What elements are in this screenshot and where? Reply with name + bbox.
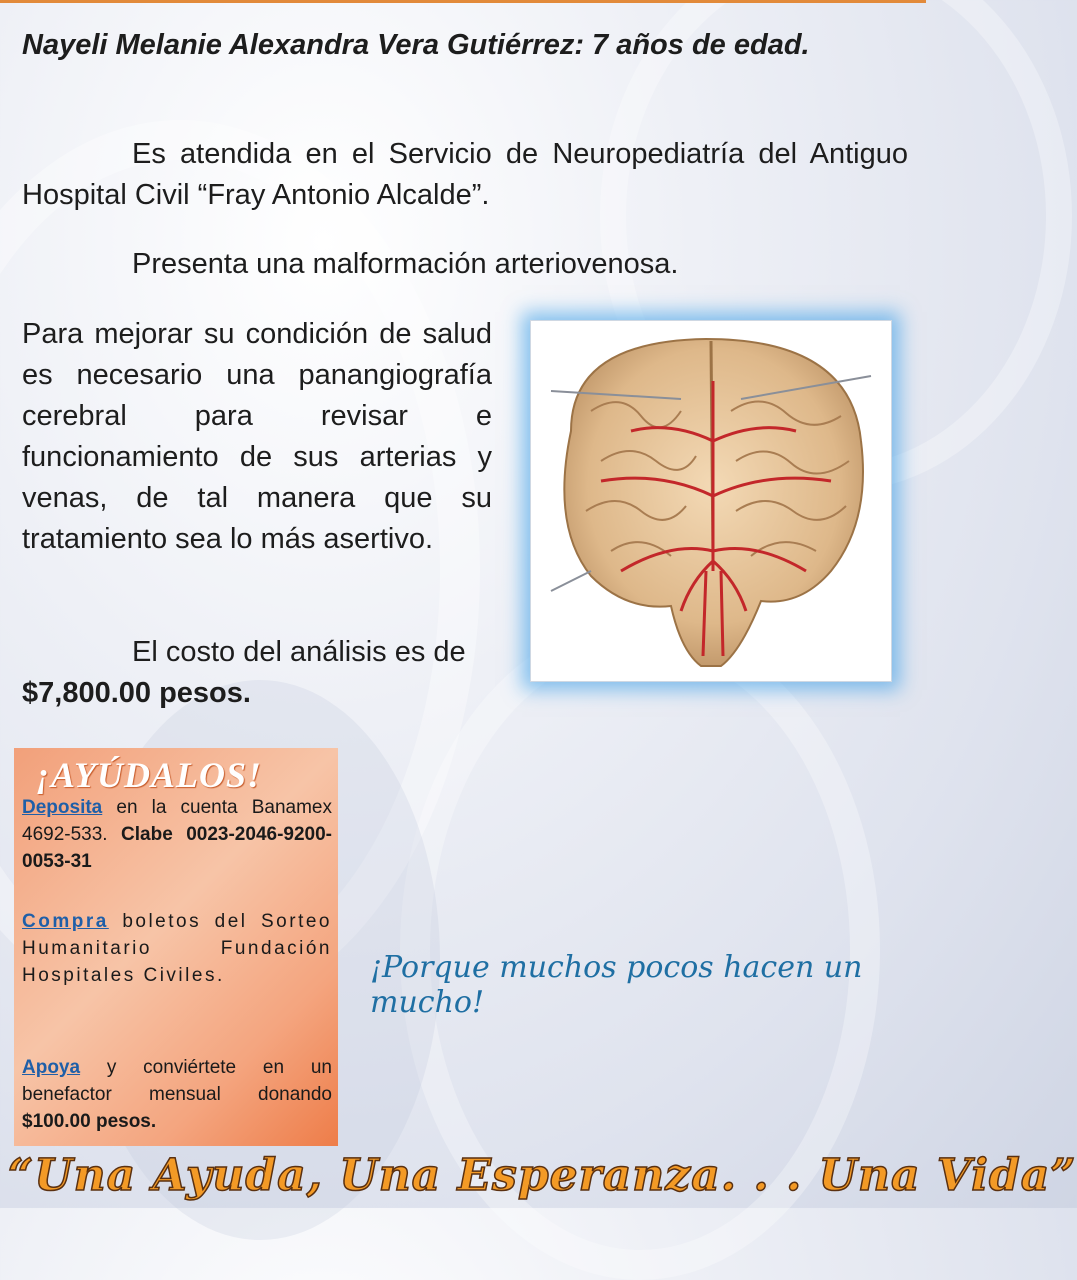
brain-image [530, 320, 892, 682]
paragraph-diagnosis: Presenta una malformación arteriovenosa. [132, 248, 679, 280]
buy-link[interactable]: Compra [22, 911, 109, 932]
support-amount: $100.00 pesos. [22, 1111, 157, 1132]
clabe-number: Clabe 0023-2046-9200-0053-31 [22, 824, 332, 872]
help-title: ¡AYÚDALOS! [36, 755, 263, 795]
slogan: ¡Porque muchos pocos hacen un mucho! [370, 950, 863, 1020]
support-info [22, 1054, 332, 1135]
cost-prefix: El costo del análisis es de [132, 636, 466, 668]
paragraph-hospital: Es atendida en el Servicio de Neuropediatría del Antiguo Hospital Civil “Fray Antonio Alcalde”. [22, 138, 908, 211]
deposit-info [22, 794, 332, 875]
page-title: Nayeli Melanie Alexandra Vera Gutiérrez: 7 años de edad. [22, 29, 810, 61]
motto: “Una Ayuda, Una Esperanza. . . Una Vida” [8, 1150, 1077, 1201]
support-link[interactable]: Apoya [22, 1057, 81, 1078]
paragraph-procedure: Para mejorar su condición de salud es necesario una panangiografía cerebral para revisar e funcionamiento de sus arterias y venas, de tal manera que su tratamiento sea lo más asertivo. [22, 318, 492, 555]
buy-info [22, 908, 332, 989]
help-box [14, 748, 338, 1146]
paragraph-cost [22, 632, 492, 714]
top-divider [0, 0, 926, 3]
deposit-link[interactable]: Deposita [22, 797, 103, 818]
deposit-text: en la cuenta Banamex 4692-533. [22, 797, 332, 845]
cost-amount: $7,800.00 pesos. [22, 677, 251, 709]
support-text: y conviértete en un benefactor mensual donando [22, 1057, 332, 1105]
brain-illustration-icon [531, 321, 891, 681]
buy-text: boletos del Sorteo Humanitario Fundación Hospitales Civiles. [22, 911, 332, 986]
